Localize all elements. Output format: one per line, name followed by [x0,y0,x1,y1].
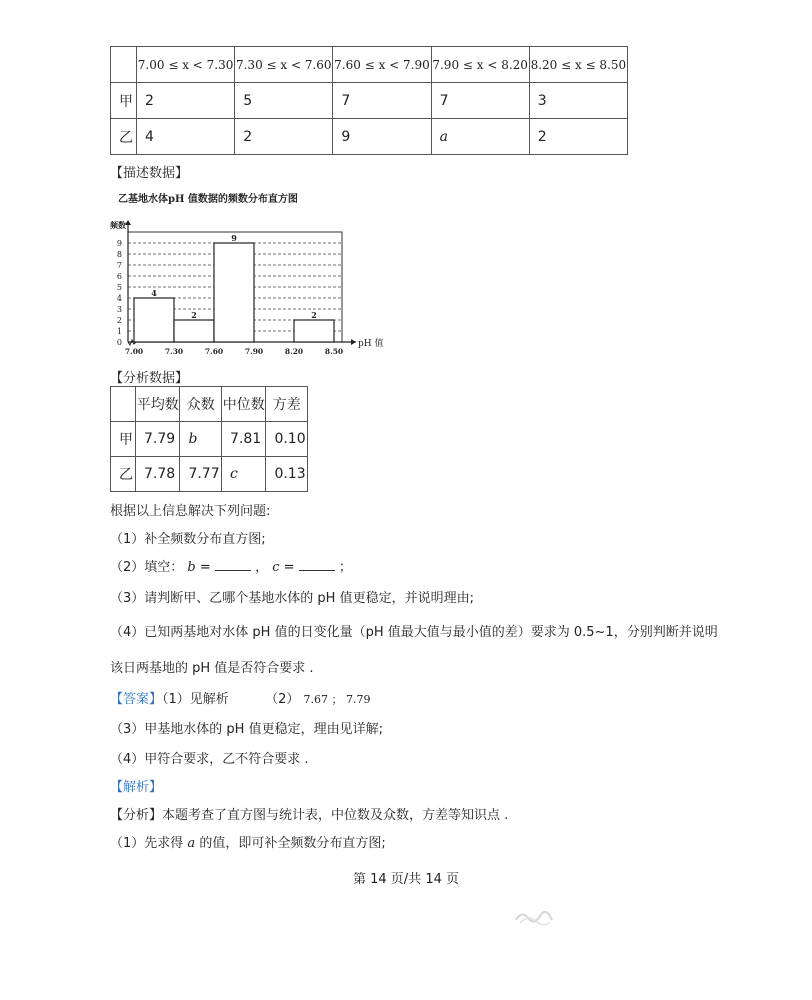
answer-label: 【答案】 [110,692,163,707]
table-cell: 4 [137,119,235,155]
bar-data-label: 4 [151,288,157,298]
histogram-bar [214,243,254,342]
table-cell: 2 [235,119,333,155]
section-analyze-heading: 【分析数据】 [110,371,189,386]
table-row [111,457,308,492]
separator: ， [255,560,269,575]
y-tick-label: 6 [116,272,122,281]
var-a: a [187,836,196,851]
table-header-row [111,47,628,83]
x-axis-label: pH 值 [358,339,384,349]
table-cell: 2 [529,119,627,155]
origin-label: 0 [116,338,122,347]
y-tick-label: 9 [116,239,122,248]
y-axis-label: 频数 [110,220,126,230]
table-cell: 乙 [111,457,136,492]
table-cell: 7.78 [136,457,180,492]
table-row [111,422,308,457]
blank-b [215,558,251,571]
table-cell: 3 [529,83,627,119]
x-tick-label: 7.90 [244,347,264,356]
table-header-cell: 7.00 ≤ x < 7.30 [137,47,235,83]
section-describe-heading: 【描述数据】 [110,166,189,181]
table-header-cell: 7.90 ≤ x < 8.20 [431,47,529,83]
x-tick-label: 7.60 [204,347,224,356]
var-c: c [272,560,280,575]
table-cell: b [180,422,222,457]
question-3: （3）请判断甲、乙哪个基地水体的 pH 值更稳定，并说明理由; [110,591,474,606]
answer-2-prefix: （2） [265,692,300,707]
y-tick-label: 2 [116,316,122,325]
y-tick-label: 1 [116,327,122,336]
table-header-cell: 7.30 ≤ x < 7.60 [235,47,333,83]
equals-sign: = [199,560,211,575]
page-footer: 第 14 页/共 14 页 [353,872,459,887]
var-b: b [187,560,196,575]
y-tick-label: 5 [116,283,122,292]
bar-data-label: 2 [311,310,317,320]
table-header-cell: 8.20 ≤ x ≤ 8.50 [529,47,627,83]
table-cell: 9 [333,119,431,155]
analysis-label: 【解析】 [110,780,163,795]
bar-data-label: 9 [231,233,237,243]
analysis-summary: 【分析】本题考查了直方图与统计表，中位数及众数，方差等知识点 . [110,808,509,823]
y-tick-label: 7 [116,261,122,270]
table-cell: 7 [333,83,431,119]
question-2-end: ； [338,560,352,575]
histogram-chart [104,206,384,356]
chart-title: 乙基地水体pH 值数据的频数分布直方图 [118,194,298,205]
histogram-bar [294,320,334,342]
y-tick-label: 8 [116,250,122,259]
table-header-cell [111,47,137,83]
table-cell: 2 [137,83,235,119]
step-1-suffix: 的值，即可补全频数分布直方图; [199,836,386,851]
question-4-line2: 该日两基地的 pH 值是否符合要求 . [110,661,314,676]
table-header-cell: 中位数 [221,387,265,422]
table-header-cell [111,387,136,422]
x-tick-label: 8.20 [284,347,304,356]
table-cell: a [431,119,529,155]
answer-line [110,688,370,707]
question-2-prefix: （2）填空： [110,560,184,575]
blank-c [299,558,335,571]
x-tick-label: 7.30 [164,347,184,356]
equals-sign: = [283,560,295,575]
table-cell: 甲 [111,83,137,119]
question-1: （1）补全频数分布直方图; [110,532,266,547]
question-4-line1: （4）已知两基地对水体 pH 值的日变化量（pH 值最大值与最小值的差）要求为 0.5~1，分别判断并说明 [110,625,718,640]
histogram-bar [174,320,214,342]
table-cell: 0.13 [266,457,308,492]
table-cell: 7.81 [221,422,265,457]
table-cell: 7 [431,83,529,119]
answer-4: （4）甲符合要求，乙不符合要求 . [110,752,309,767]
table-header-cell: 7.60 ≤ x < 7.90 [333,47,431,83]
x-tick-label: 7.00 [124,347,144,356]
table-header-cell: 平均数 [136,387,180,422]
question-2 [110,556,352,575]
table-row [111,83,628,119]
table-cell: c [221,457,265,492]
frequency-table [110,46,628,155]
table-cell: 7.79 [136,422,180,457]
table-header-cell: 方差 [266,387,308,422]
analysis-step-1 [110,832,386,851]
histogram-bar [134,298,174,342]
x-axis-arrow-icon [351,339,356,345]
question-intro: 根据以上信息解决下列问题: [110,504,271,519]
answer-3: （3）甲基地水体的 pH 值更稳定，理由见详解; [110,722,383,737]
table-header-row [111,387,308,422]
answer-2-values: 7.67 ； 7.79 [303,693,371,706]
y-tick-label: 4 [116,294,122,303]
statistics-table [110,386,308,492]
watermark-icon [514,908,554,926]
step-1-prefix: （1）先求得 [110,836,184,851]
table-header-cell: 众数 [180,387,222,422]
bar-data-label: 2 [191,310,197,320]
y-tick-label: 3 [116,305,122,314]
table-row [111,119,628,155]
table-cell: 乙 [111,119,137,155]
table-cell: 0.10 [266,422,308,457]
table-cell: 7.77 [180,457,222,492]
table-cell: 甲 [111,422,136,457]
x-tick-label: 8.50 [324,347,344,356]
table-cell: 5 [235,83,333,119]
answer-1: （1）见解析 [162,692,229,707]
